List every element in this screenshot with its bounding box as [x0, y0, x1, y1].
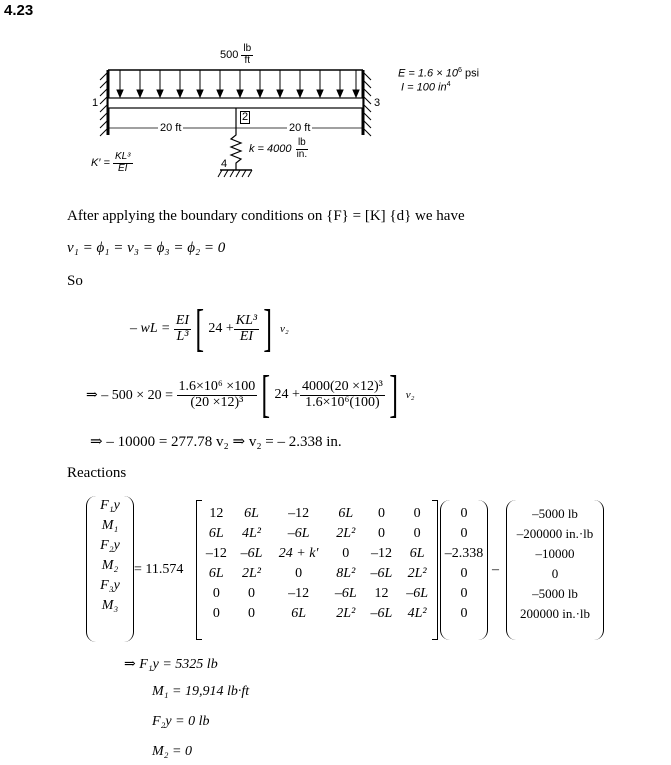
elastic-modulus: $E = 1.6 \times 10^6$ psi — [398, 66, 480, 80]
reaction-factor: = 11.574 — [134, 562, 184, 577]
node-1-label: 1 — [92, 97, 99, 109]
result-F2y: F₂y = 0 lb — [152, 714, 210, 729]
lhs-entry: F₃y — [100, 578, 120, 593]
load-entry: –5000 lb — [532, 586, 578, 601]
span-right-label: 20 ft — [289, 122, 311, 134]
k-prime-definition: K′ = $\frac{\text{KL³}}{EI}$ — [91, 151, 131, 174]
matrix-row: 6L 4L² –6L 2L² 0 0 — [208, 526, 421, 541]
result-F1y: ⇒ F₁y = 5325 lb — [124, 657, 218, 672]
matrix-row: –12 –6L 24 + k′ 0 –12 6L — [205, 546, 425, 561]
reactions-heading: Reactions — [67, 465, 127, 481]
so-label: So — [67, 273, 83, 289]
load-entry: –5000 lb — [532, 506, 578, 521]
spring-label: k = 4000 $\frac{lb}{in.}$ — [249, 137, 308, 160]
node-3-label: 3 — [374, 97, 381, 109]
lhs-entry: M₁ — [101, 518, 119, 533]
minus-sign: – — [492, 562, 499, 577]
load-entry: 0 — [551, 566, 559, 581]
load-entry: –10000 — [535, 546, 575, 561]
equation-3: ⇒ – 10000 = 277.78 v₂ ⇒ v₂ = – 2.338 in. — [90, 434, 342, 450]
lhs-entry: M₂ — [101, 558, 119, 573]
problem-number: 4.23 — [4, 2, 34, 19]
displacement-entry: 0 — [460, 586, 468, 601]
load-entry: –200000 in.·lb — [516, 526, 594, 541]
matrix-row: 0 0 6L 2L² –6L 4L² — [212, 606, 427, 621]
result-M1: M₁ = 19,914 lb·ft — [152, 684, 250, 699]
node-2-label: 2 — [242, 111, 249, 123]
load-vector — [506, 500, 604, 640]
displacement-entry: –2.338 — [444, 546, 484, 561]
stiffness-matrix — [196, 500, 438, 640]
matrix-row: 6L 2L² 0 8L² –6L 2L² — [208, 566, 427, 581]
displacement-entry: 0 — [460, 566, 468, 581]
load-label: 500 $\frac{lb}{ft}$ — [220, 43, 252, 66]
node-4-label: 4 — [221, 158, 228, 170]
matrix-row: 12 6L –12 6L 0 0 — [209, 506, 421, 521]
boundary-conditions-equation: v₁ = ϕ₁ = v₃ = ϕ₃ = ϕ₂ = 0 — [67, 240, 226, 256]
displacement-entry: 0 — [460, 526, 468, 541]
displacement-entry: 0 — [460, 606, 468, 621]
lhs-entry: F₁y — [100, 498, 120, 513]
lhs-entry: F₂y — [100, 538, 120, 553]
equation-2: ⇒ – 500 × 20 = $\frac{\text{1.6×10⁶ ×100}}{\text{(20 ×12)³}}$ [ 24 + $\frac{\text{4000(20 ×12)³}}{\text{1.6×10⁶(100)}}$ ] v₂ — [86, 366, 415, 423]
span-left-label: 20 ft — [160, 122, 182, 134]
equation-1: – wL = $\frac{EI}{\text{L³}}$ [ 24 + $\frac{\text{KL³}}{EI}$ ] v₂ — [130, 300, 289, 357]
matrix-row: 0 0 –12 –6L 12 –6L — [212, 586, 429, 601]
lhs-entry: M₃ — [101, 598, 119, 613]
load-entry: 200000 in.·lb — [519, 606, 591, 621]
result-M2: M₂ = 0 — [152, 744, 192, 759]
boundary-conditions-sentence: After applying the boundary conditions on {F} = [K] {d} we have — [67, 208, 465, 224]
displacement-entry: 0 — [460, 506, 468, 521]
moment-of-inertia: I = 100 $in^4$ — [401, 80, 451, 94]
reaction-lhs-vector — [86, 496, 134, 642]
displacement-vector — [440, 500, 488, 640]
